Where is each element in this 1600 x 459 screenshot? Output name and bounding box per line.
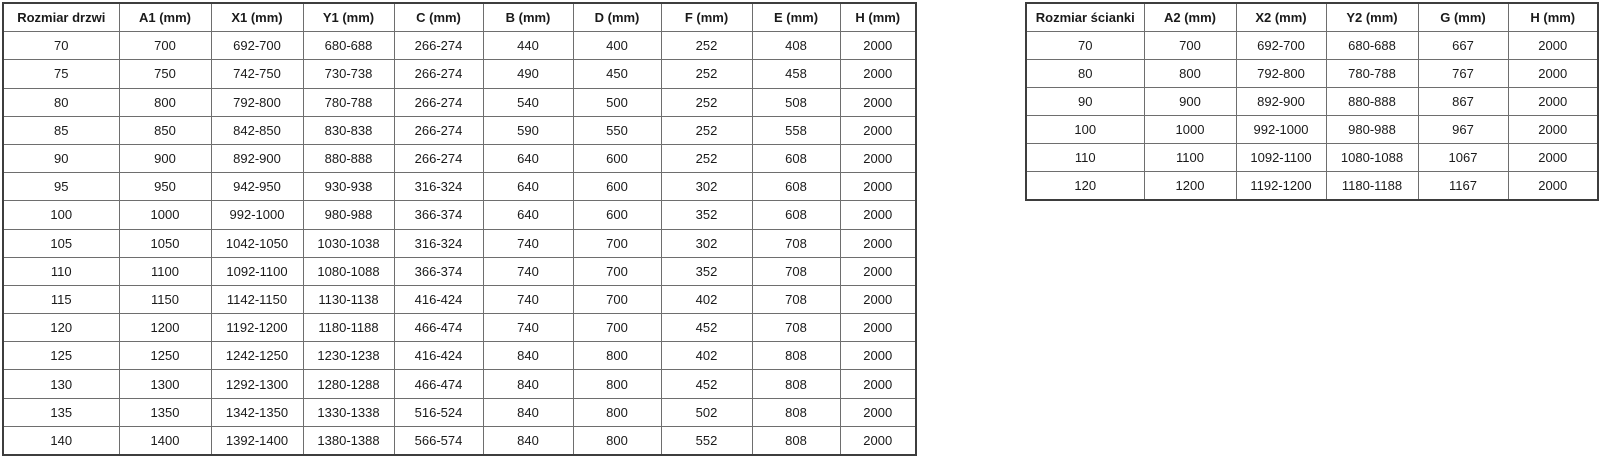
- table-cell: 1350: [119, 398, 211, 426]
- table-row: [3, 285, 916, 313]
- table-cell: 590: [483, 116, 573, 144]
- table-cell: 316-324: [394, 229, 483, 257]
- table-cell: 808: [752, 426, 840, 455]
- table-cell: 402: [661, 342, 752, 370]
- table-cell: 808: [752, 342, 840, 370]
- table-cell: 2000: [840, 88, 916, 116]
- table-cell: 1100: [1144, 144, 1236, 172]
- table-cell: 667: [1418, 32, 1508, 60]
- table-cell: 2000: [1508, 144, 1598, 172]
- table-cell: 1200: [1144, 172, 1236, 201]
- table-cell: 90: [3, 144, 119, 172]
- table-cell: 708: [752, 257, 840, 285]
- table-cell: 2000: [1508, 172, 1598, 201]
- table-cell: 840: [483, 398, 573, 426]
- table-cell: 692-700: [1236, 32, 1326, 60]
- table-row: [3, 60, 916, 88]
- table-cell: 608: [752, 144, 840, 172]
- table-cell: 1080-1088: [303, 257, 394, 285]
- column-header: H (mm): [1508, 3, 1598, 32]
- table-cell: 95: [3, 173, 119, 201]
- table-cell: 692-700: [211, 32, 303, 60]
- table-cell: 1200: [119, 314, 211, 342]
- table-row: [3, 88, 916, 116]
- table-cell: 85: [3, 116, 119, 144]
- table-cell: 792-800: [1236, 60, 1326, 88]
- table-cell: 252: [661, 116, 752, 144]
- table-row: [3, 116, 916, 144]
- table-cell: 316-324: [394, 173, 483, 201]
- table-row: [3, 426, 916, 455]
- table-cell: 105: [3, 229, 119, 257]
- table-cell: 780-788: [303, 88, 394, 116]
- table-cell: 450: [573, 60, 661, 88]
- table-cell: 842-850: [211, 116, 303, 144]
- table-cell: 352: [661, 201, 752, 229]
- table-cell: 640: [483, 201, 573, 229]
- table-cell: 266-274: [394, 32, 483, 60]
- table-cell: 1342-1350: [211, 398, 303, 426]
- table-cell: 540: [483, 88, 573, 116]
- table-row: [3, 173, 916, 201]
- table-cell: 1250: [119, 342, 211, 370]
- table-cell: 608: [752, 201, 840, 229]
- table-row: [1026, 172, 1598, 201]
- table-cell: 1030-1038: [303, 229, 394, 257]
- table-cell: 992-1000: [1236, 116, 1326, 144]
- table-cell: 1300: [119, 370, 211, 398]
- table-cell: 2000: [1508, 60, 1598, 88]
- column-header: A1 (mm): [119, 3, 211, 32]
- table-cell: 780-788: [1326, 60, 1418, 88]
- table-cell: 880-888: [1326, 88, 1418, 116]
- table-cell: 800: [573, 370, 661, 398]
- table-cell: 130: [3, 370, 119, 398]
- table-cell: 115: [3, 285, 119, 313]
- table-cell: 266-274: [394, 144, 483, 172]
- table-cell: 120: [3, 314, 119, 342]
- table-cell: 366-374: [394, 201, 483, 229]
- table-cell: 140: [3, 426, 119, 455]
- table-row: [1026, 144, 1598, 172]
- table-cell: 600: [573, 144, 661, 172]
- table-cell: 750: [119, 60, 211, 88]
- table-cell: 416-424: [394, 285, 483, 313]
- table-cell: 1330-1338: [303, 398, 394, 426]
- table-cell: 2000: [840, 116, 916, 144]
- table-cell: 980-988: [1326, 116, 1418, 144]
- table-cell: 740: [483, 257, 573, 285]
- table-cell: 900: [119, 144, 211, 172]
- column-header: C (mm): [394, 3, 483, 32]
- table-cell: 1142-1150: [211, 285, 303, 313]
- table-cell: 1180-1188: [1326, 172, 1418, 201]
- table-cell: 867: [1418, 88, 1508, 116]
- table-row: [3, 144, 916, 172]
- table-row: [3, 370, 916, 398]
- table-cell: 730-738: [303, 60, 394, 88]
- table-cell: 708: [752, 314, 840, 342]
- wall-table-body: [1026, 32, 1598, 201]
- table-row: [3, 32, 916, 60]
- table-cell: 792-800: [211, 88, 303, 116]
- column-header: B (mm): [483, 3, 573, 32]
- table-cell: 892-900: [1236, 88, 1326, 116]
- table-cell: 516-524: [394, 398, 483, 426]
- table-cell: 302: [661, 229, 752, 257]
- table-cell: 110: [1026, 144, 1144, 172]
- table-cell: 700: [573, 229, 661, 257]
- table-cell: 1100: [119, 257, 211, 285]
- table-cell: 740: [483, 229, 573, 257]
- table-cell: 1192-1200: [211, 314, 303, 342]
- table-cell: 808: [752, 398, 840, 426]
- table-cell: 70: [3, 32, 119, 60]
- table-cell: 1380-1388: [303, 426, 394, 455]
- table-cell: 2000: [840, 173, 916, 201]
- table-cell: 808: [752, 370, 840, 398]
- table-cell: 680-688: [1326, 32, 1418, 60]
- table-cell: 1292-1300: [211, 370, 303, 398]
- column-header: A2 (mm): [1144, 3, 1236, 32]
- table-cell: 1050: [119, 229, 211, 257]
- table-cell: 600: [573, 173, 661, 201]
- table-row: [3, 314, 916, 342]
- table-cell: 800: [573, 398, 661, 426]
- table-cell: 75: [3, 60, 119, 88]
- table-cell: 850: [119, 116, 211, 144]
- table-cell: 458: [752, 60, 840, 88]
- header-row: [3, 3, 916, 32]
- table-cell: 967: [1418, 116, 1508, 144]
- table-cell: 1067: [1418, 144, 1508, 172]
- table-cell: 90: [1026, 88, 1144, 116]
- table-cell: 2000: [840, 314, 916, 342]
- table-cell: 408: [752, 32, 840, 60]
- column-header: X1 (mm): [211, 3, 303, 32]
- table-row: [3, 229, 916, 257]
- table-cell: 252: [661, 60, 752, 88]
- table-cell: 2000: [840, 257, 916, 285]
- table-cell: 2000: [840, 144, 916, 172]
- table-cell: 466-474: [394, 370, 483, 398]
- table-cell: 600: [573, 201, 661, 229]
- table-cell: 1280-1288: [303, 370, 394, 398]
- table-cell: 466-474: [394, 314, 483, 342]
- table-cell: 700: [573, 257, 661, 285]
- table-cell: 1080-1088: [1326, 144, 1418, 172]
- table-cell: 2000: [840, 229, 916, 257]
- table-cell: 100: [1026, 116, 1144, 144]
- table-cell: 252: [661, 144, 752, 172]
- table-cell: 416-424: [394, 342, 483, 370]
- table-cell: 840: [483, 370, 573, 398]
- column-header: D (mm): [573, 3, 661, 32]
- table-cell: 2000: [840, 342, 916, 370]
- table-cell: 708: [752, 285, 840, 313]
- table-cell: 110: [3, 257, 119, 285]
- table-row: [3, 201, 916, 229]
- table-cell: 252: [661, 32, 752, 60]
- table-cell: 1092-1100: [211, 257, 303, 285]
- table-cell: 266-274: [394, 88, 483, 116]
- table-cell: 2000: [840, 201, 916, 229]
- table-cell: 2000: [1508, 88, 1598, 116]
- table-cell: 880-888: [303, 144, 394, 172]
- table-cell: 680-688: [303, 32, 394, 60]
- table-cell: 2000: [1508, 116, 1598, 144]
- table-cell: 740: [483, 285, 573, 313]
- table-cell: 1180-1188: [303, 314, 394, 342]
- column-header: Y1 (mm): [303, 3, 394, 32]
- column-header: Y2 (mm): [1326, 3, 1418, 32]
- table-cell: 550: [573, 116, 661, 144]
- table-cell: 800: [1144, 60, 1236, 88]
- table-cell: 700: [119, 32, 211, 60]
- table-cell: 1242-1250: [211, 342, 303, 370]
- table-cell: 2000: [840, 398, 916, 426]
- table-cell: 2000: [840, 285, 916, 313]
- table-cell: 1167: [1418, 172, 1508, 201]
- table-cell: 400: [573, 32, 661, 60]
- table-cell: 767: [1418, 60, 1508, 88]
- table-cell: 266-274: [394, 60, 483, 88]
- table-cell: 502: [661, 398, 752, 426]
- table-cell: 640: [483, 173, 573, 201]
- table-cell: 800: [573, 342, 661, 370]
- table-cell: 608: [752, 173, 840, 201]
- table-cell: 2000: [840, 370, 916, 398]
- table-cell: 950: [119, 173, 211, 201]
- table-cell: 708: [752, 229, 840, 257]
- table-cell: 70: [1026, 32, 1144, 60]
- column-header: H (mm): [840, 3, 916, 32]
- table-cell: 266-274: [394, 116, 483, 144]
- table-cell: 1400: [119, 426, 211, 455]
- table-cell: 490: [483, 60, 573, 88]
- table-cell: 440: [483, 32, 573, 60]
- table-cell: 1000: [119, 201, 211, 229]
- column-header: E (mm): [752, 3, 840, 32]
- table-cell: 700: [1144, 32, 1236, 60]
- table-cell: 800: [573, 426, 661, 455]
- table-cell: 566-574: [394, 426, 483, 455]
- column-header: Rozmiar drzwi: [3, 3, 119, 32]
- table-cell: 452: [661, 370, 752, 398]
- door-table-body: [3, 32, 916, 455]
- table-cell: 1230-1238: [303, 342, 394, 370]
- table-cell: 1192-1200: [1236, 172, 1326, 201]
- table-cell: 1042-1050: [211, 229, 303, 257]
- table-row: [3, 257, 916, 285]
- table-cell: 135: [3, 398, 119, 426]
- door-dimensions-table: [2, 2, 917, 456]
- column-header: G (mm): [1418, 3, 1508, 32]
- table-cell: 900: [1144, 88, 1236, 116]
- table-cell: 80: [1026, 60, 1144, 88]
- table-cell: 740: [483, 314, 573, 342]
- table-row: [1026, 88, 1598, 116]
- table-cell: 992-1000: [211, 201, 303, 229]
- table-row: [3, 398, 916, 426]
- table-cell: 980-988: [303, 201, 394, 229]
- table-cell: 252: [661, 88, 752, 116]
- table-cell: 2000: [1508, 32, 1598, 60]
- table-cell: 402: [661, 285, 752, 313]
- table-cell: 840: [483, 342, 573, 370]
- table-cell: 352: [661, 257, 752, 285]
- header-row: [1026, 3, 1598, 32]
- table-cell: 930-938: [303, 173, 394, 201]
- table-cell: 125: [3, 342, 119, 370]
- table-cell: 1150: [119, 285, 211, 313]
- table-cell: 100: [3, 201, 119, 229]
- table-cell: 452: [661, 314, 752, 342]
- table-cell: 2000: [840, 32, 916, 60]
- table-cell: 1130-1138: [303, 285, 394, 313]
- table-cell: 366-374: [394, 257, 483, 285]
- table-cell: 508: [752, 88, 840, 116]
- table-row: [1026, 60, 1598, 88]
- table-cell: 2000: [840, 426, 916, 455]
- wall-panel-dimensions-table: [1025, 2, 1599, 201]
- table-cell: 558: [752, 116, 840, 144]
- table-cell: 500: [573, 88, 661, 116]
- column-header: X2 (mm): [1236, 3, 1326, 32]
- table-cell: 942-950: [211, 173, 303, 201]
- table-row: [1026, 116, 1598, 144]
- column-header: Rozmiar ścianki: [1026, 3, 1144, 32]
- table-cell: 1000: [1144, 116, 1236, 144]
- table-cell: 892-900: [211, 144, 303, 172]
- table-cell: 80: [3, 88, 119, 116]
- table-cell: 840: [483, 426, 573, 455]
- table-cell: 640: [483, 144, 573, 172]
- table-cell: 700: [573, 285, 661, 313]
- column-header: F (mm): [661, 3, 752, 32]
- table-cell: 742-750: [211, 60, 303, 88]
- table-cell: 700: [573, 314, 661, 342]
- table-cell: 830-838: [303, 116, 394, 144]
- table-cell: 552: [661, 426, 752, 455]
- table-cell: 2000: [840, 60, 916, 88]
- table-cell: 1092-1100: [1236, 144, 1326, 172]
- table-row: [3, 342, 916, 370]
- table-cell: 120: [1026, 172, 1144, 201]
- table-cell: 1392-1400: [211, 426, 303, 455]
- table-cell: 800: [119, 88, 211, 116]
- table-cell: 302: [661, 173, 752, 201]
- table-row: [1026, 32, 1598, 60]
